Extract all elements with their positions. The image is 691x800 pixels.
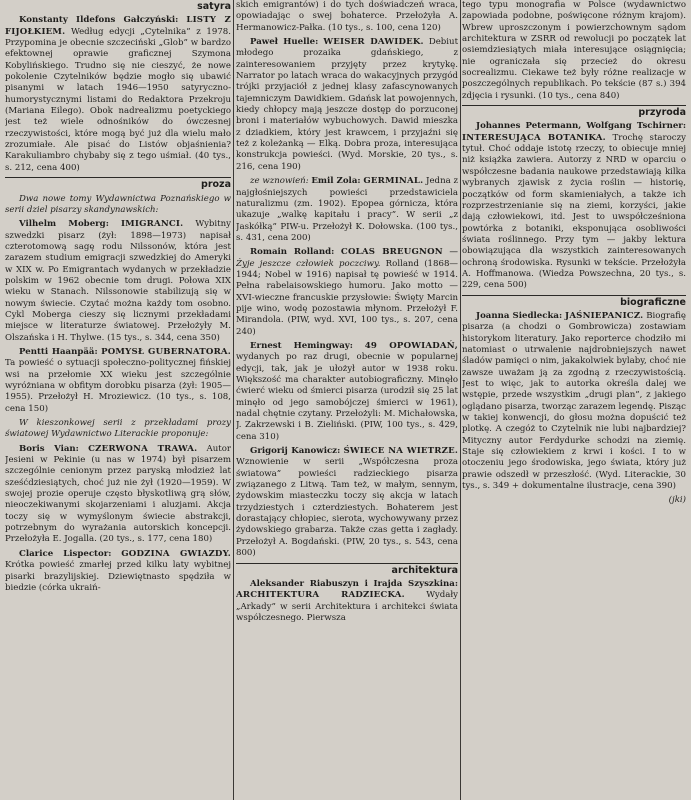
review-continuation: tego typu monografia w Polsce (wydawnictwo zapowiada podobne, poświęcone różnym krajom). Wbrew uproszczonym i powierzchownym sądom architektura w ZSRR od rewolucji po początek lat osiemdziesiątych miała interesujące osiągnięcia; nie ograniczała się przecież do okresu socrealizmu. Ciekawe też były różne realizacje w poszczególnych republikach. Po tekście (87 s.) 394 zdjęcia i rysunki. (10 tys., cena 840) — [462, 0, 686, 101]
review-text: Trochę staroczy tytuł. Choć oddaje istotę rzeczy, to obiecuje mniej niż książka zawiera. Autorzy z NRD w oparciu o współczesne badania naukowe przedstawiają kilka wybranych zjawisk z życia roślin — historię, początków od form skamieniałych, a także ich rozprzestrzenianie się na ziemi, korzyści, jakie dają człowiekowi, itd. Jest to uwspółcześniona powtórka z botaniki, eksponująca osobliwości świata roślinnego. Przy tym — jakby lektura obowiązująca dla wszystkich zainteresowanych ochroną środowiska. Rysunki w tekście. Przełożyła A. Hoffmanowa. (Wiedza Powszechna, 20 tys., s. 229, cena 500) — [462, 132, 686, 291]
section-heading-satyra: satyra — [197, 1, 231, 12]
review-text: Ta powieść o sytuacji społeczno-politycznej fińskiej wsi na przełomie XX wieku jest szczególnie wyróżniana w obfitym dorobku pisarza (żył: 1905—1955). Przełożył H. Mroziewicz. (10 tys., s. 108, cena 150) — [5, 358, 231, 414]
review-continuation: skich emigrantów) i do tych doświadczeń wraca, opowiadając o swej bohaterce. Przełożyła A. Hermanowicz-Pałka. (10 tys., s. 100, cena 120) — [236, 0, 458, 33]
review-text: Autor Jesieni w Pekinie (u nas w 1974) był pisarzem szczególnie cenionym przez paryską młodzież lat sześćdziesiątych, choć już nie żył (1920—1959). W swojej prozie operuje często błyskotliwą grą słów, nieoczekiwanymi skojarzeniami i aluzjami. Akcja toczy się w wymyślonym świecie abstrakcji, potrzebnym do wyrażania autorskich koncepcji. Przełożyła E. Jogalla. (20 tys., s. 177, cena 180) — [5, 443, 231, 545]
review-petermann — [462, 121, 686, 291]
review-kanowicz — [236, 446, 458, 559]
review-text: Wybitny szwedzki pisarz (żył: 1898—1973) napisał czterotomową sagę rodu Nilssonów, która jest zarazem studium emigracji szwedzkiej do Ameryki w XIX w. Po Emigrantach wydanych w przekładzie polskim w 1962 obecnie tom drugi. Połowa XIX wieku w Stanach. Nilssonowie stabilizują się w nowym świecie. Czytać można każdy tom osobno. Cykl Moberga cieszy się licznymi przekładami miejsce w literaturze światowej. Przełożyły M. Olszańska i H. Thylwe. (15 tys., s. 344, cena 350) — [5, 219, 231, 343]
column-1 — [5, 0, 231, 800]
review-author: Aleksander Riabuszyn i Irajda Szyszkina: — [250, 578, 458, 589]
review-subtitle: — Żyje jeszcze człowiek poczciwy. — [236, 247, 458, 269]
review-author: Grigorij Kanowicz: — [250, 446, 341, 457]
review-author: Pentti Haanpää: — [19, 346, 98, 357]
section-heading-przyroda: przyroda — [462, 105, 686, 118]
column-divider — [233, 0, 234, 800]
review-title: 49 OPOWIADAŃ, — [364, 340, 458, 351]
review-author: Joanna Siedlecka: — [476, 310, 563, 321]
review-title: COLAS BREUGNON — [340, 247, 443, 258]
review-title: POMYSŁ GUBERNATORA. — [101, 346, 231, 357]
series-intro: Dwa nowe tomy Wydawnictwa Poznańskiego w serii dziel pisarzy skandynawskich: — [5, 193, 231, 215]
review-text: Biografię pisarza (a chodzi o Gombrowicza) zostawiam historykom literatury. Jako reporterce chodziło mi natomiast o utrwalenie najdrobniejszych nawet śladów pamięci o nim, jakakolwiek bylaby, choć nie zawsze uważam ją za zgodną z rzeczywistością. Jest to więc, jak to autorka określa dalej we wstępie, przede wszystkim „drugi plan”, z jakiego oglądano pisarza, tworząc zarazem legendę. Pisząc w takiej konwencji, do głosu można dopuścić też plotkę. A czegóż to Czytelnik nie lubi najbardziej? Mityczny autor Ferdydurke schodzi na ziemię. Staje się człowiekiem z krwi i kości. I to w otoczeniu jego środowiska, jego świata, który już prawie odszedł w przeszłość. (Wyd. Literackie, 30 tys., s. 349 + dokumentalne ilustracje, cena 390) — [462, 310, 686, 492]
review-text: Wznowienie w serii „Współczesna proza światowa” powieści radzieckiego pisarza związanego z Litwą. Tam też, w małym, sennym, żydowskim miasteczku toczy się akcja w latach trzydziestych i czterdziestych. Bohaterem jest dorastający chłopiec, sierota, wychowywany przez żydowskiego grabarza. Także czas getta i zagłady. Przełożył A. Bogdański. (PIW, 20 tys., s. 543, cena 800) — [236, 457, 458, 559]
review-vian — [5, 444, 231, 546]
review-author: Clarice Lispector: — [19, 548, 112, 559]
review-title: GODZINA GWIAZDY. — [121, 548, 231, 559]
review-author: Boris Vian: — [19, 443, 79, 454]
review-hemingway — [236, 341, 458, 443]
column-3 — [462, 0, 686, 800]
review-moberg — [5, 219, 231, 344]
review-author: Paweł Huelle: — [250, 37, 319, 48]
review-title: ŚWIECE NA WIETRZE. — [343, 446, 458, 457]
review-title: ARCHITEKTURA RADZIECKA. — [236, 590, 405, 601]
section-heading-architektura: architektura — [236, 563, 458, 576]
section-heading-proza: proza — [5, 177, 231, 190]
reissue-intro: ze wznowień: — [250, 176, 309, 187]
review-text: Debiut młodego prozaika gdańskiego, z zainteresowaniem przyjęty przez krytykę. Narrator po latach wraca do wakacyjnych przygód trójki przyjaciół z jednej klasy zafascynowanych tajemniczym Dawidkiem. Gdańsk lat powojennych, kiedy chłopcy mają jeszcze dostęp do porzuconej broni i materiałów wybuchowych. Dawid mieszka z dziadkiem, który jest krawcem, i przyjaźni się też z koleżanką — Elką. Dobra proza, interesująca konstrukcja powieści. (Wyd. Morskie, 20 tys., s. 216, cena 190) — [236, 37, 458, 172]
review-galczynski — [5, 15, 231, 174]
review-riabuszyn — [236, 579, 458, 624]
review-lispector — [5, 549, 231, 594]
review-text: Według edycji „Cytelnika” z 1978. Przypomina je obecnie szczeciński „Glob” w bardzo efektownej oprawie graficznej Szymona Kobylińskiego. Trudno się nie cieszyć, że nowe pokolenie Czytelników będzie mogło się ubawić pisanymi w latach 1946—1950 satyryczno-humorystycznymi listami do Redaktora Przekroju (Mariana Eilego). Obok nadrealizmu poetyckiego jest też wiele odnośników do ówczesnej rzeczywistości, które mogą być już dla wielu mało zrozumiałe. Ale pisać do Listów objaśnienia? Karakuliambro chybaby się z tego uśmiał. (40 tys., s. 212, cena 400) — [5, 26, 231, 173]
author-signature: (jki) — [668, 495, 686, 506]
review-title: WEISER DAWIDEK. — [323, 37, 424, 48]
review-title: IMIGRANCI. — [120, 219, 184, 230]
review-text: Rolland (1868—1944; Nobel w 1916) napisał tę powieść w 1914. Pełna rabelaisowskiego humoru. Jako motto — XVI-wieczne francuskie przysłowie: Święty Marcin pije wino, wodę pozostawia młynom. Przełożył F. Mirandola. (PIW, wyd. XVI, 100 tys., s. 207, cena 240) — [236, 258, 458, 337]
review-text: Jedna z najgłośniejszych powieści przedstawiciela naturalizmu (zm. 1902). Epopea górnicza, która ukazuje „walkę kapitału i pracy”. W serii „z Jaskółką” PIW-u. Przełożył K. Dołowska. (100 tys., s. 431, cena 200) — [236, 176, 458, 243]
review-huelle — [236, 37, 458, 173]
review-title: JAŚNIEPANICZ. — [565, 310, 644, 321]
review-text: Wydały „Arkady” w serii Architektura i architekci świata współczesnego. Pierwsza — [236, 590, 458, 623]
review-author: Emil Zola: — [311, 176, 361, 187]
review-haanpaa — [5, 347, 231, 415]
review-author: Ernest Hemingway: — [250, 340, 353, 351]
review-text: Krótka powieść zmarłej przed kilku laty wybitnej pisarki brazylijskiej. Dziewiętnasto spędziła w biedzie (córka ukraiń- — [5, 560, 231, 593]
review-author: Johannes Petermann, Wolfgang Tschirner: — [476, 121, 686, 132]
section-heading-biograficzne: biograficzne — [462, 295, 686, 308]
review-author: Vilhelm Moberg: — [19, 219, 109, 230]
series-intro: W kieszonkowej serii z przekładami prozy światowej Wydawnictwo Literackie proponuje: — [5, 418, 231, 440]
review-siedlecka — [462, 311, 686, 493]
column-divider — [460, 0, 461, 800]
review-title: LISTY Z FIJOŁKIEM. — [5, 15, 231, 37]
review-title: GERMINAL. — [363, 176, 424, 187]
review-text: wydanych po raz drugi, obecnie w popularnej edycji, tak, jak je ułożył autor w 1938 roku. Większość ma charakter autobiograficzny. Minęło ćwierć wieku od śmierci pisarza (urodził się 25 lat minęło od jego samobójczej śmierci w 1961), nadal chętnie czytany. Przełożyli: M. Michałowska, J. Zakrzewski i B. Zieliński. (PIW, 100 tys., s. 429, cena 310) — [236, 352, 458, 442]
review-rolland — [236, 247, 458, 338]
review-title: CZERWONA TRAWA. — [88, 443, 198, 454]
review-title: INTERESUJĄCA BOTANIKA. — [462, 132, 606, 143]
review-author: Romain Rolland: — [250, 247, 335, 258]
column-2 — [236, 0, 458, 800]
review-author: Konstanty Ildefons Gałczyński: — [19, 15, 179, 26]
review-zola — [236, 176, 458, 244]
